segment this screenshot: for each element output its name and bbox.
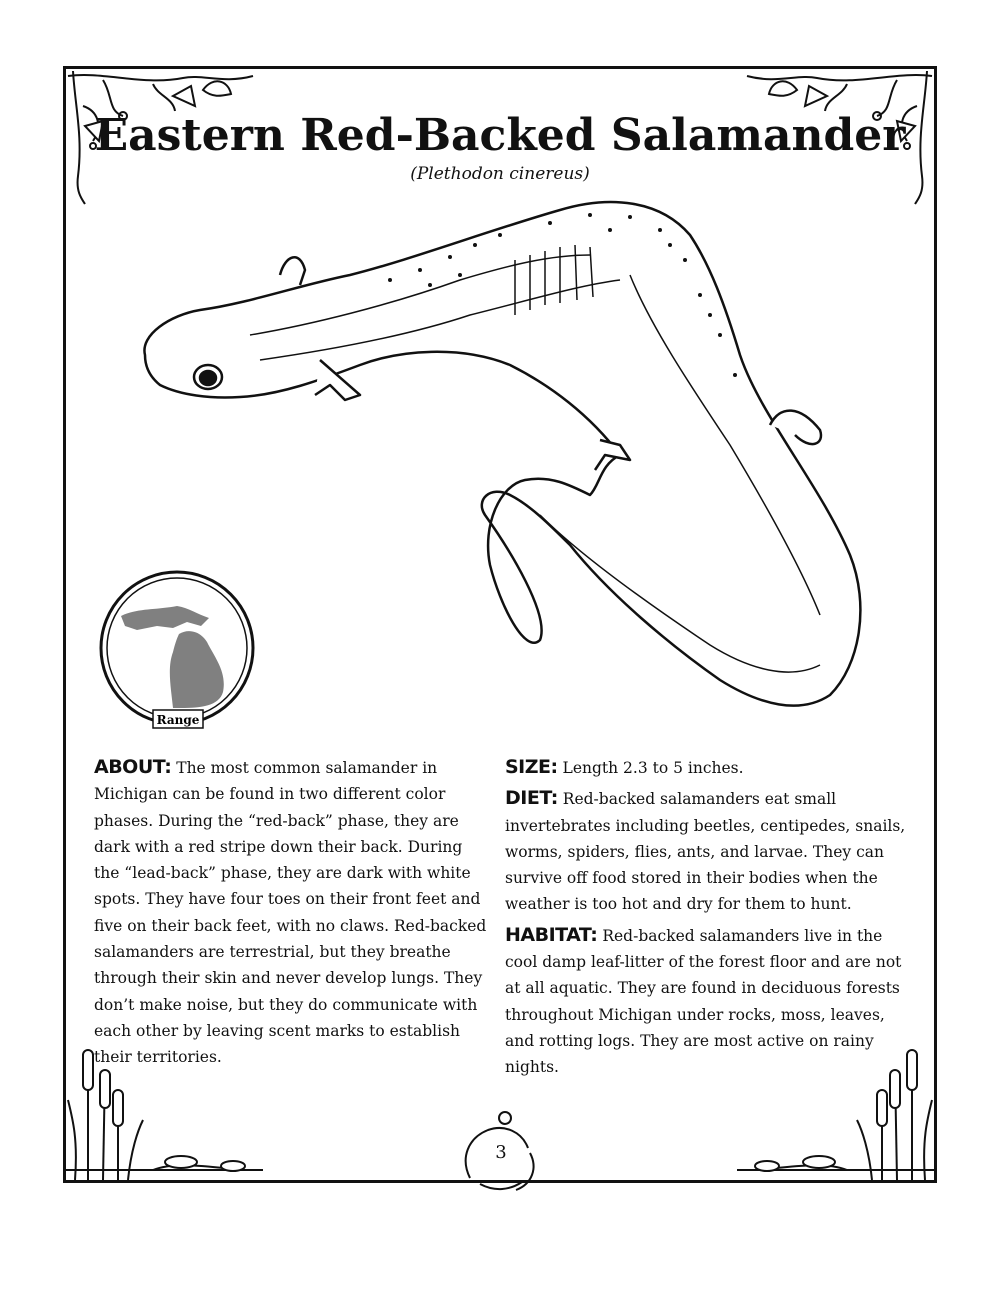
about-section [94, 754, 490, 1075]
diet-label: DIET: [505, 787, 558, 810]
page-number: 3 [495, 1142, 507, 1163]
about-label: ABOUT: [94, 756, 172, 778]
page-title: Eastern Red-Backed Salamander [94, 110, 906, 161]
habitat-text: Red-backed salamanders live in the cool damp leaf-litter of the forest floor and are not at all aquatic. They are found in deciduous forests throughout Michigan under rocks, moss, leaves, and rotting logs. They are most active on rainy nights. [505, 926, 902, 1077]
habitat-label: HABITAT: [505, 923, 598, 946]
scientific-name: (Plethodon cinereus) [410, 164, 590, 184]
size-label: SIZE: [505, 756, 558, 778]
cattail-icon [63, 1030, 263, 1183]
range-label: Range [156, 713, 200, 727]
diet-text: Red-backed salamanders eat small invertebrates including beetles, centipedes, snails, worms, spiders, flies, ants, and larvae. They can survive off food stored in their bodies when the weather is too hot and dry for them to hunt. [505, 790, 906, 914]
size-text: Length 2.3 to 5 inches. [562, 759, 744, 777]
about-text: The most common salamander in Michigan can be found in two different color phases. During the “red-back” phase, they are dark with a red stripe down their back. During the “lead-back” phase, they are dark with white spots. They have four toes on their front feet and five on their back feet, with no claws. Red-backed salamanders are terrestrial, but they breathe through their skin and never develop lungs. They don’t make noise, but they do communicate with each other by leaving scent marks to establish their territories. [94, 759, 487, 1067]
michigan-map-icon [97, 568, 259, 736]
cattail-icon [737, 1030, 937, 1183]
